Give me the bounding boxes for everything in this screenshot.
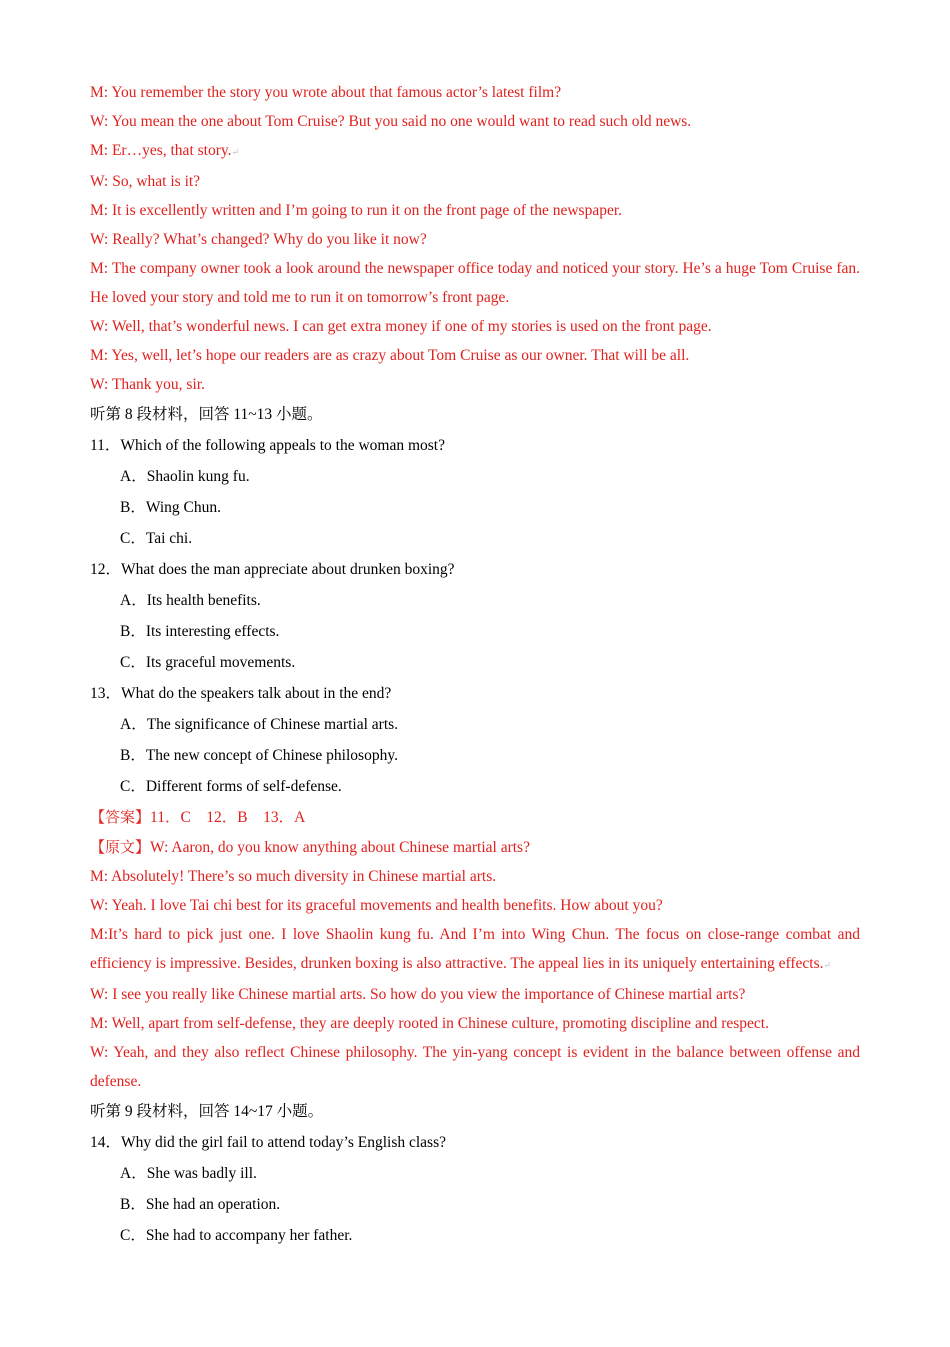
option-b: B．She had an operation.: [120, 1196, 281, 1213]
transcript-line: M: Yes, well, let’s hope our readers are as crazy about Tom Cruise as our owner. That will be all.: [90, 347, 690, 364]
option-b: B．Wing Chun.: [120, 499, 221, 516]
transcript-line: W: I see you really like Chinese martial arts. So how do you view the importance of Chinese martial arts?: [90, 986, 746, 1003]
question-14: [90, 1127, 860, 1251]
section-9-intro: 听第 9 段材料，回答 14~17 小题。: [90, 1103, 324, 1120]
transcript-line: M: Well, apart from self-defense, they are deeply rooted in Chinese culture, promoting discipline and respect.: [90, 1015, 769, 1032]
section-8-intro: 听第 8 段材料，回答 11~13 小题。: [90, 406, 323, 423]
paragraph-mark-icon: ↵: [823, 960, 832, 970]
question-11: [90, 430, 860, 554]
question-13: [90, 678, 860, 802]
document-page: [90, 78, 860, 1251]
transcript-section-7: [90, 78, 860, 399]
answer-key: [90, 802, 860, 833]
option-b: B．Its interesting effects.: [120, 623, 280, 640]
transcript-line: W: You mean the one about Tom Cruise? But you said no one would want to read such old news.: [90, 113, 692, 130]
option-c: C．Tai chi.: [120, 530, 193, 547]
transcript-section-8: [90, 833, 860, 1096]
option-c: C．Different forms of self-defense.: [120, 778, 342, 795]
option-a: A．She was badly ill.: [120, 1165, 257, 1182]
question-stem: 13．What do the speakers talk about in the end?: [90, 685, 392, 702]
option-c: C．Its graceful movements.: [120, 654, 296, 671]
transcript-line: M: Absolutely! There’s so much diversity in Chinese martial arts.: [90, 868, 497, 885]
question-stem: 12．What does the man appreciate about drunken boxing?: [90, 561, 455, 578]
question-12: [90, 554, 860, 678]
transcript-line: W: So, what is it?: [90, 173, 201, 190]
option-a: A．The significance of Chinese martial arts.: [120, 716, 399, 733]
transcript-line: M: Er…yes, that story.↵: [90, 142, 240, 159]
transcript-line: W: Yeah, and they also reflect Chinese philosophy. The yin-yang concept is evident in the balance between offense and defense.: [90, 1044, 860, 1090]
transcript-line: M: You remember the story you wrote about that famous actor’s latest film?: [90, 84, 562, 101]
transcript-line: W: Thank you, sir.: [90, 376, 205, 393]
transcript-line: 【原文】W: Aaron, do you know anything about Chinese martial arts?: [90, 838, 530, 856]
question-stem: 11．Which of the following appeals to the woman most?: [90, 437, 445, 454]
option-b: B．The new concept of Chinese philosophy.: [120, 747, 398, 764]
option-a: A．Shaolin kung fu.: [120, 468, 250, 485]
original-label: 【原文】: [90, 838, 151, 856]
transcript-line: W: Well, that’s wonderful news. I can get extra money if one of my stories is used on the front page.: [90, 318, 712, 335]
paragraph-mark-icon: ↵: [231, 147, 240, 157]
option-c: C．She had to accompany her father.: [120, 1227, 353, 1244]
answer-text: 11．C 12．B 13．A: [150, 809, 306, 826]
transcript-line: W: Yeah. I love Tai chi best for its graceful movements and health benefits. How about you?: [90, 897, 663, 914]
answer-label: 【答案】: [90, 808, 151, 826]
transcript-line: M: It is excellently written and I’m going to run it on the front page of the newspaper.: [90, 202, 623, 219]
option-a: A．Its health benefits.: [120, 592, 261, 609]
transcript-line: W: Really? What’s changed? Why do you like it now?: [90, 231, 427, 248]
question-stem: 14．Why did the girl fail to attend today’s English class?: [90, 1134, 447, 1151]
transcript-line: M:It’s hard to pick just one. I love Shaolin kung fu. And I’m into Wing Chun. The focus on close-range combat and efficiency is impressive. Besides, drunken boxing is also attractive. The appeal lies in its uniquely entertaining effects.↵: [90, 926, 860, 972]
transcript-line: M: The company owner took a look around the newspaper office today and noticed your story. He’s a huge Tom Cruise fan. He loved your story and told me to run it on tomorrow’s front page.: [90, 260, 860, 306]
